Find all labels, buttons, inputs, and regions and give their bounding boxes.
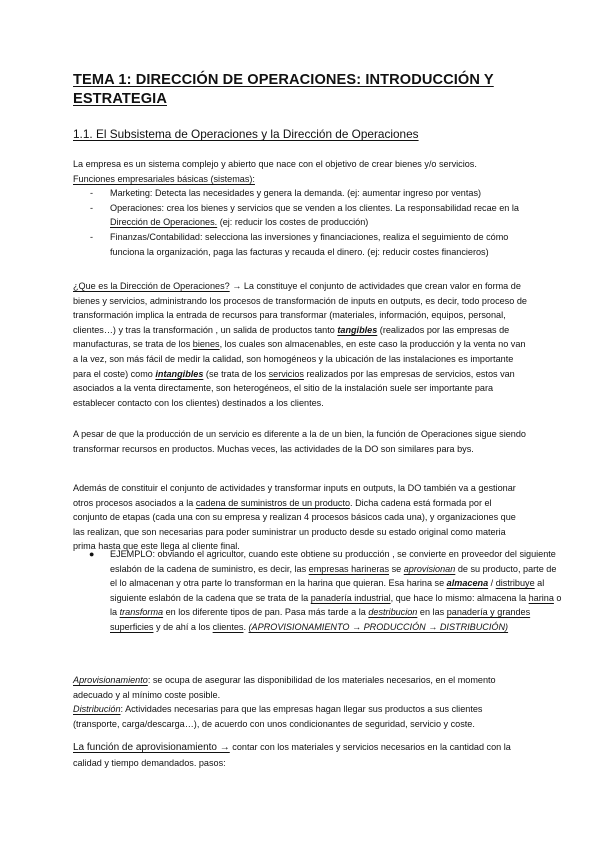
aprovisionan-term: aprovisionan: [403, 563, 456, 574]
que-es-paragraph: [73, 279, 528, 410]
que-es-text-5: realizados por las empresas de servicios, estos van asociados a la venta directamente, son heterogéneos, el sitio de la instalación suele ser importante para establecer contacto con los clientes) destinados a los clientes.: [73, 368, 515, 408]
section-heading: 1.1. El Subsistema de Operaciones y la Dirección de Operaciones: [73, 127, 419, 141]
ejemplo-text-4: /: [488, 578, 496, 589]
list-item: [73, 201, 528, 230]
panaderia-industrial-term: panadería industrial: [310, 592, 391, 603]
distribucion-text: : Actividades necesarias para que las empresas hagan llegar sus productos a sus clientes (transporte, carga/descarga…), de acuerdo con unos condicionantes de seguridad, servicio y coste.: [73, 704, 483, 729]
funciones-label: Funciones empresariales básicas (sistemas):: [73, 173, 255, 184]
ejemplo-text-6: , que hace lo mismo: almacena la: [390, 592, 529, 603]
clientes-term: clientes: [212, 621, 244, 632]
distribucion-label: Distribución: [73, 704, 121, 714]
almacena-term: almacena: [446, 578, 489, 589]
transforma-term: transforma: [119, 607, 164, 618]
funciones-list: [73, 186, 528, 259]
funcion-aprovisionamiento-paragraph: [73, 740, 528, 770]
que-es-text: → La constituye el conjunto de actividades que crean valor en forma de bienes y servicios, administrando los procesos de transformación de inputs en outputs, es decir, todo proceso de transformación implica la entrada de recursos para transformar (materiales, información, equipos, personal, clientes…) y tras la transformación , un salida de productos tanto: [73, 281, 527, 335]
intro-paragraph: La empresa es un sistema complejo y abierto que nace con el objetivo de crear bienes y/o servicios.: [73, 159, 477, 169]
ejemplo-text-7: o la: [110, 592, 562, 618]
distribucion-definition: [73, 702, 528, 731]
chain-summary: (APROVISIONAMIENTO → PRODUCCIÓN → DISTRIBUCIÓN): [248, 621, 509, 632]
cadena-paragraph: [73, 481, 528, 554]
que-es-text-4: (se trata de los: [203, 368, 269, 379]
que-es-question: ¿Que es la Dirección de Operaciones?: [73, 281, 230, 291]
list-item: [73, 230, 528, 259]
list-item: [73, 186, 528, 201]
cadena-term: cadena de suministros de un producto: [195, 497, 351, 508]
item-operaciones-end: (ej: reducir los costes de producción): [217, 217, 369, 228]
ejemplo-text-9: en las: [417, 607, 447, 618]
servicio-paragraph: A pesar de que la producción de un servicio es diferente a la de un bien, la función de Operaciones sigue siendo transformar recursos en productos. Muchas veces, las actividades de la DO son similares para bys.: [73, 429, 526, 454]
ejemplo-text-11: .: [243, 621, 249, 632]
ejemplo-text-8: en los diferente tipos de pan. Pasa más tarde a la: [163, 607, 369, 618]
item-operaciones: Operaciones: crea los bienes y servicios que se venden a los clientes. La responsabilidad recae en la: [110, 202, 519, 213]
item-finanzas: Finanzas/Contabilidad: selecciona las inversiones y financiaciones, realiza el seguimiento de cómo funciona la organización, paga las facturas y recauda el dinero. (ej: reducir costes financieros): [110, 231, 509, 257]
cadena-text: Además de constituir el conjunto de actividades y transformar inputs en outputs, la DO también va a gestionar otros procesos asociados a la: [73, 483, 516, 508]
funcion-label: La función de aprovisionamiento →: [73, 742, 230, 753]
harina-term: harina: [528, 592, 554, 603]
ejemplo-text-5: al siguiente eslabón de la cadena que se trata de la: [110, 578, 545, 603]
aprovisionamiento-definition: [73, 673, 528, 702]
panaderia-grandes-term: panadería y grandes superficies: [110, 607, 531, 632]
bullet-icon: ●: [89, 549, 95, 559]
item-marketing: Marketing: Detecta las necesidades y genera la demanda. (ej: aumentar ingreso por ventas): [110, 188, 482, 199]
harineras-term: empresas harineras: [308, 563, 390, 574]
ejemplo-text-10: y de ahí a los: [153, 621, 213, 632]
ejemplo-text-3: de su producto, parte de el lo almacenan y otra parte lo transforman en la harina que quieran. Esa harina se: [110, 563, 557, 589]
aprovisionamiento-label: Aprovisionamiento: [73, 675, 148, 685]
dir-operaciones-term: Dirección de Operaciones.: [110, 217, 218, 228]
ejemplo-text-2: se: [389, 563, 404, 574]
page-title: TEMA 1: DIRECCIÓN DE OPERACIONES: INTRODUCCIÓN Y ESTRATEGIA: [73, 72, 494, 107]
intangibles-term: intangibles: [155, 368, 204, 379]
distribuye-term: distribuye: [495, 578, 535, 589]
tangibles-term: tangibles: [337, 324, 378, 335]
funcion-text: contar con los materiales y servicios necesarios en la cantidad con la calidad y tiempo demandados. pasos:: [73, 742, 511, 768]
ejemplo-bullet-item: [73, 547, 565, 635]
cadena-text-2: . Dicha cadena está formada por el conjunto de etapas (cada una con su empresa y realizan 4 procesos básicos cada una), y organizaciones que las realizan, que son necesarias para poder suministrar un producto desde su estado original como materia prima hasta que este llega al cliente final.: [73, 497, 516, 552]
destribucion-term: destribucion: [368, 607, 418, 618]
servicios-term: servicios: [268, 368, 304, 379]
bienes-term: bienes: [192, 339, 220, 350]
aprovisionamiento-text: : se ocupa de asegurar las disponibilidad de los materiales necesarios, en el momento adecuado y al mínimo coste posible.: [73, 675, 496, 700]
que-es-text-2: (realizados por las empresas de manufacturas, se trata de los: [73, 324, 510, 350]
ejemplo-text: EJEMPLO: obviando el agricultor, cuando este obtiene su producción , se convierte en proveedor del siguiente eslabón de la cadena de suministro, es decir, las: [110, 549, 556, 574]
que-es-text-3: , los cuales son almacenables, en este caso la producción y la venta no van a la vez, son más fácil de medir la calidad, son homogéneos y la ubicación de las instalaciones es importante para el coste) como: [73, 339, 526, 379]
intro-block: [73, 157, 528, 259]
